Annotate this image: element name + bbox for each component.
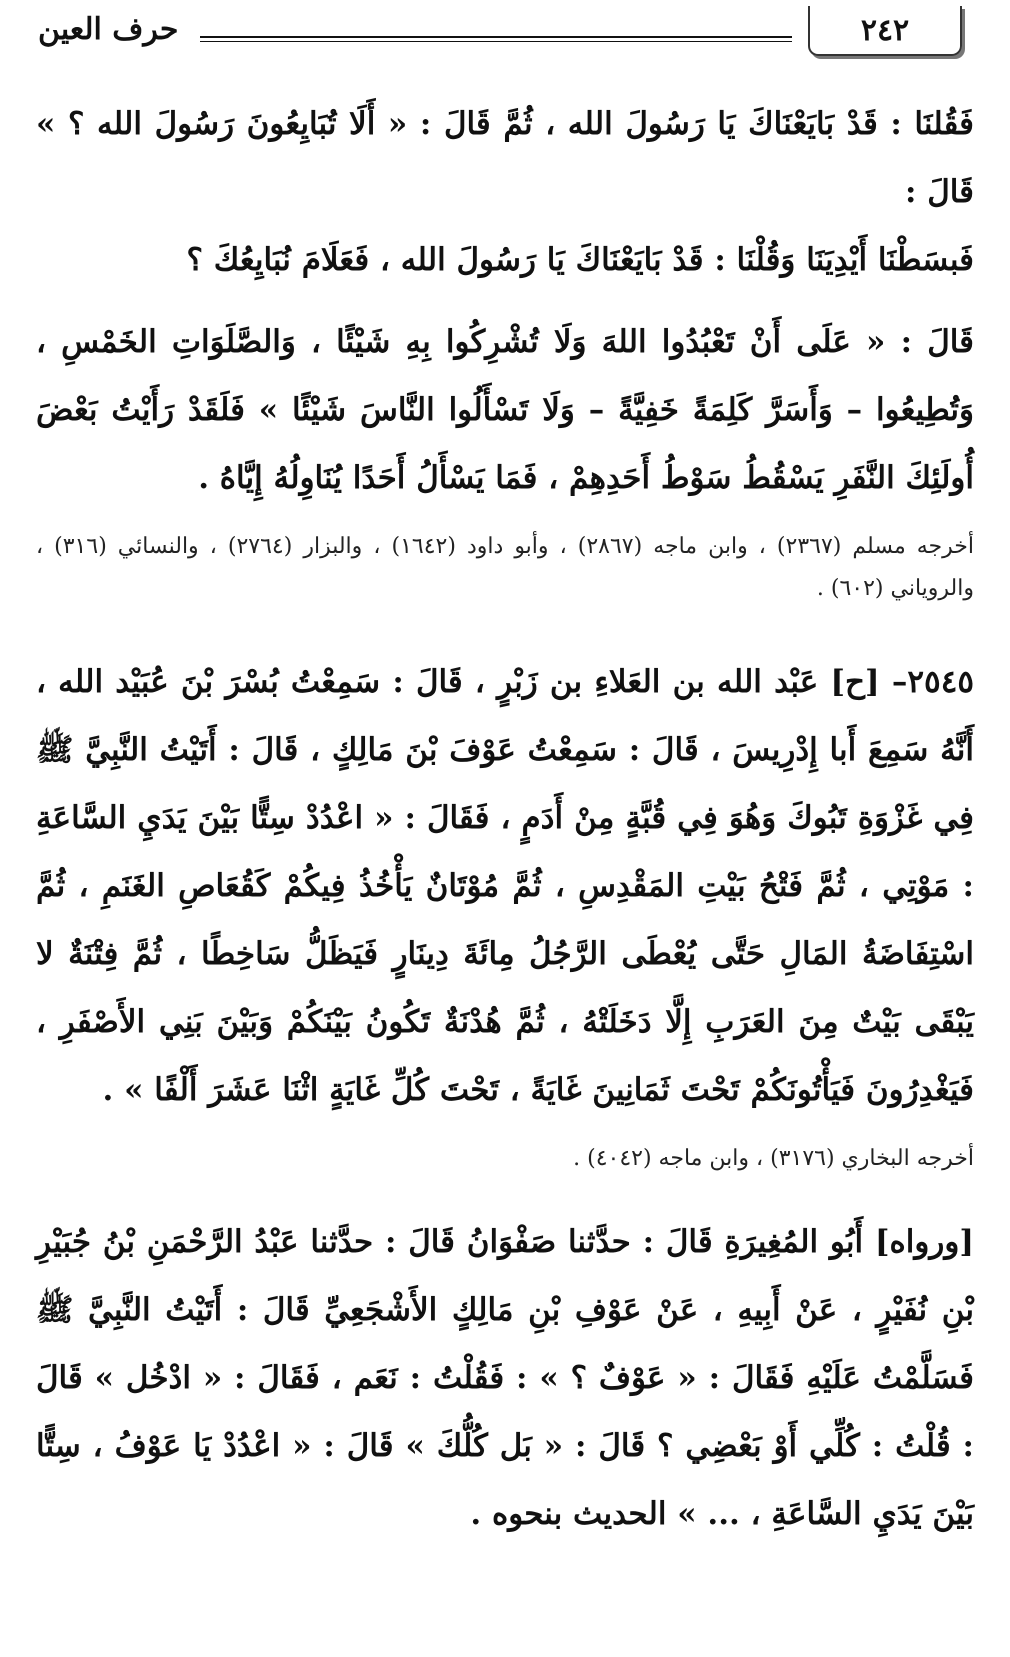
chapter-title: حرف العين <box>38 12 179 47</box>
page-header <box>0 0 1010 70</box>
page-number: ٢٤٢ <box>808 6 962 56</box>
hadith-2545: ٢٥٤٥– [ح] عَبْد الله بن العَلاءِ بن زَبْرٍ ، قَالَ : سَمِعْتُ بُسْرَ بْنَ عُبَيْد الله ، أَنَّهُ سَمِعَ أَبا إِدْرِيسَ ، قَالَ : سَمِعْتُ عَوْفَ بْنَ مَالِكٍ ، قَالَ : أَتَيْتُ النَّبِيَّ ﷺ فِي غَزْوَةِ تَبُوكَ وَهُوَ فِي قُبَّةٍ مِنْ أَدَمٍ ، فَقَالَ : « اعْدُدْ سِتًّا بَيْنَ يَدَيِ السَّاعَةِ : مَوْتِي ، ثُمَّ فَتْحُ بَيْتِ المَقْدِسِ ، ثُمَّ مُوْتَانٌ يَأْخُذُ فِيكُمْ كَقُعَاصِ الغَنَمِ ، ثُمَّ اسْتِفَاضَةُ المَالِ حَتَّى يُعْطَى الرَّجُلُ مِائَةَ دِينَارٍ فَيَظَلُّ سَاخِطًا ، ثُمَّ فِتْنَةٌ لا يَبْقَى بَيْتٌ مِنَ العَرَبِ إِلَّا دَخَلَتْهُ ، ثُمَّ هُدْنَةٌ تَكُونُ بَيْنَكُمْ وَبَيْنَ بَنِي الأَصْفَرِ ، فَيَغْدِرُونَ فَيَأْتُونَكُمْ تَحْتَ ثَمَانِينَ غَايَةً ، تَحْتَ كُلِّ غَايَةٍ اثْنَا عَشَرَ أَلْفًا » . <box>36 664 974 1108</box>
spacer <box>36 610 974 648</box>
footnote-2: أخرجه البخاري (٣١٧٦) ، وابن ماجه (٤٠٤٢) . <box>573 1146 974 1171</box>
spacer <box>36 1124 974 1138</box>
spacer <box>36 512 974 526</box>
paragraph-2: قَالَ : « عَلَى أَنْ تَعْبُدُوا اللهَ وَلَا تُشْرِكُوا بِهِ شَيْئًا ، وَالصَّلَوَاتِ الخَمْسِ ، وَتُطِيعُوا – وَأَسَرَّ كَلِمَةً خَفِيَّةً – وَلَا تَسْأَلُوا النَّاسَ شَيْئًا » فَلَقَدْ رَأَيْتُ بَعْضَ أُولَئِكَ النَّفَرِ يَسْقُطُ سَوْطُ أَحَدِهِمْ ، فَمَا يَسْأَلُ أَحَدًا يُنَاوِلُهُ إِيَّاهُ . <box>36 324 974 496</box>
spacer <box>36 294 974 308</box>
paragraph-1-line-2: فَبسَطْنَا أَيْدِيَنَا وَقُلْنَا : قَدْ بَايَعْنَاكَ يَا رَسُولَ الله ، فَعَلَامَ نُبَايِعُكَ ؟ <box>186 242 974 278</box>
paragraph-riwaya: [ورواه] أَبُو المُغِيرَةِ قَالَ : حدَّثنا صَفْوَانُ قَالَ : حدَّثنا عَبْدُ الرَّحْمَنِ بْنُ جُبَيْرِ بْنِ نُفَيْرٍ ، عَنْ أَبِيهِ ، عَنْ عَوْفِ بْنِ مَالِكٍ الأَشْجَعِيِّ قَالَ : أَتَيْتُ النَّبِيَّ ﷺ فَسَلَّمْتُ عَلَيْهِ فَقَالَ : « عَوْفٌ ؟ » : فَقُلْتُ : نَعَم ، فَقَالَ : « ادْخُل » قَالَ : قُلْتُ : كُلِّي أَوْ بَعْضِي ؟ قَالَ : « بَل كُلُّكَ » قَالَ : « اعْدُدْ يَا عَوْفُ ، سِتًّا بَيْنَ يَدَيِ السَّاعَةِ ، ... » الحديث بنحوه . <box>36 1224 974 1532</box>
header-rule <box>200 36 792 38</box>
page-body <box>36 90 974 1548</box>
spacer <box>36 1180 974 1208</box>
paragraph-1-line-1: فَقُلنَا : قَدْ بَايَعْنَاكَ يَا رَسُولَ الله ، ثُمَّ قَالَ : « أَلَا تُبَايِعُونَ رَسُولَ الله ؟ » قَالَ : <box>36 106 974 210</box>
header-rule-thin <box>200 41 792 42</box>
footnote-1: أخرجه مسلم (٢٣٦٧) ، وابن ماجه (٢٨٦٧) ، وأبو داود (١٦٤٢) ، والبزار (٢٧٦٤) ، والنسائي (٣١٦) ، والروياني (٦٠٢) . <box>36 534 975 601</box>
